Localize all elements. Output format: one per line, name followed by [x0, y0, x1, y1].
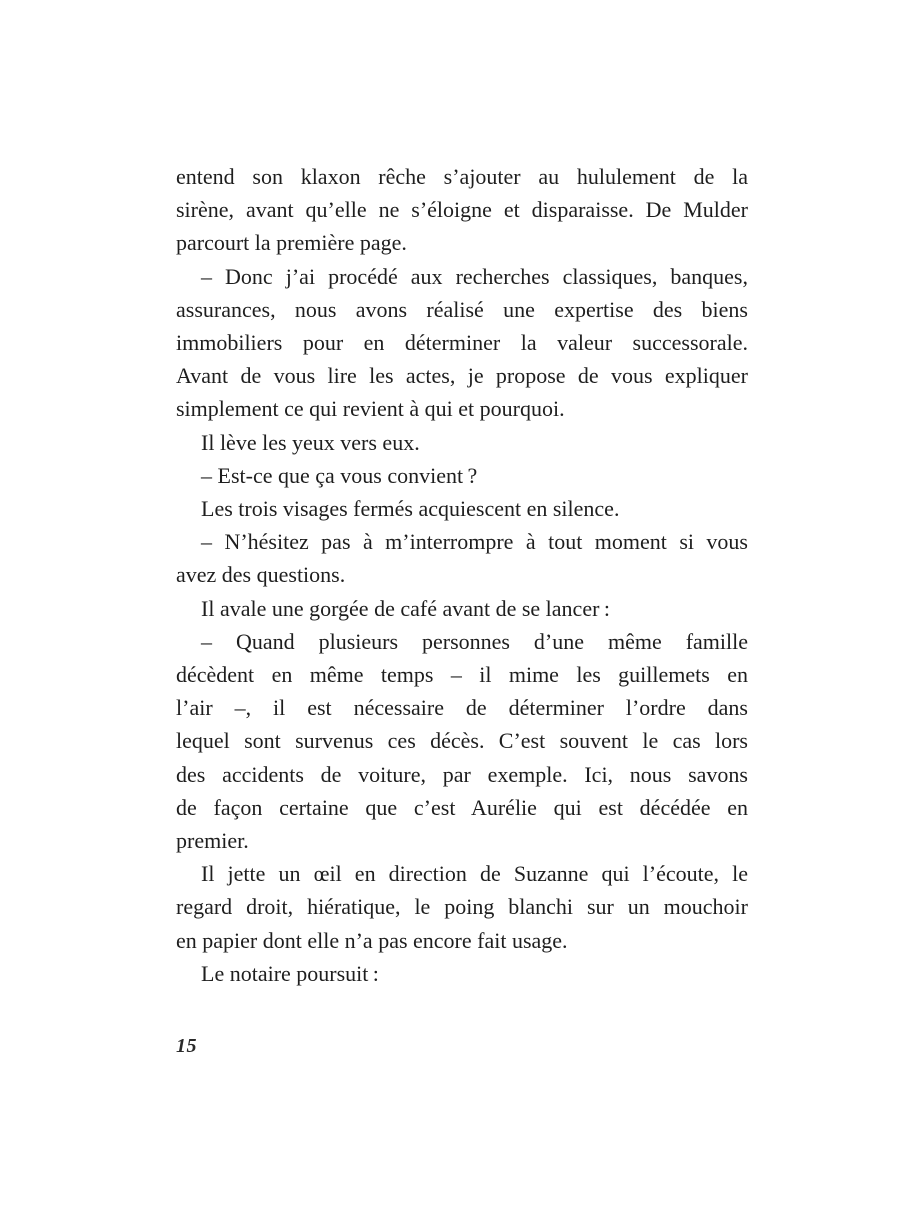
text-line: sirène, avant qu’elle ne s’éloigne et disparaisse. De Mulder	[176, 197, 748, 223]
text-line: Les trois visages fermés acquiescent en silence.	[201, 496, 620, 522]
text-line: immobiliers pour en déterminer la valeur successorale.	[176, 330, 748, 356]
text-line: de façon certaine que c’est Aurélie qui est décédée en	[176, 794, 748, 820]
text-line: l’air –, il est nécessaire de déterminer l’ordre dans	[176, 695, 748, 721]
text-line: avez des questions.	[176, 562, 346, 588]
body-text	[176, 160, 748, 990]
text-line: en papier dont elle n’a pas encore fait usage.	[176, 927, 568, 953]
text-line: – Est-ce que ça vous convient ?	[201, 462, 478, 488]
text-line: – Donc j’ai procédé aux recherches classiques, banques,	[201, 263, 748, 289]
text-line: parcourt la première page.	[176, 230, 407, 256]
text-line: assurances, nous avons réalisé une expertise des biens	[176, 296, 748, 322]
text-line: Il lève les yeux vers eux.	[201, 429, 420, 455]
text-line: des accidents de voiture, par exemple. Ici, nous savons	[176, 761, 748, 787]
text-line: Il jette un œil en direction de Suzanne qui l’écoute, le	[201, 861, 748, 887]
text-line: Il avale une gorgée de café avant de se lancer :	[201, 595, 610, 621]
text-line: premier.	[176, 828, 249, 854]
text-line: – Quand plusieurs personnes d’une même famille	[201, 628, 748, 654]
text-line: – N’hésitez pas à m’interrompre à tout moment si vous	[201, 529, 748, 555]
text-line: simplement ce qui revient à qui et pourquoi.	[176, 396, 565, 422]
text-line: Avant de vous lire les actes, je propose de vous expliquer	[176, 363, 748, 389]
text-line: entend son klaxon rêche s’ajouter au hululement de la	[176, 164, 748, 189]
page-number: 15	[176, 1035, 197, 1057]
text-line: Le notaire poursuit :	[201, 960, 379, 986]
text-line: décèdent en même temps – il mime les guillemets en	[176, 662, 748, 688]
text-line: regard droit, hiératique, le poing blanchi sur un mouchoir	[176, 894, 748, 920]
text-line: lequel sont survenus ces décès. C’est souvent le cas lors	[176, 728, 748, 754]
